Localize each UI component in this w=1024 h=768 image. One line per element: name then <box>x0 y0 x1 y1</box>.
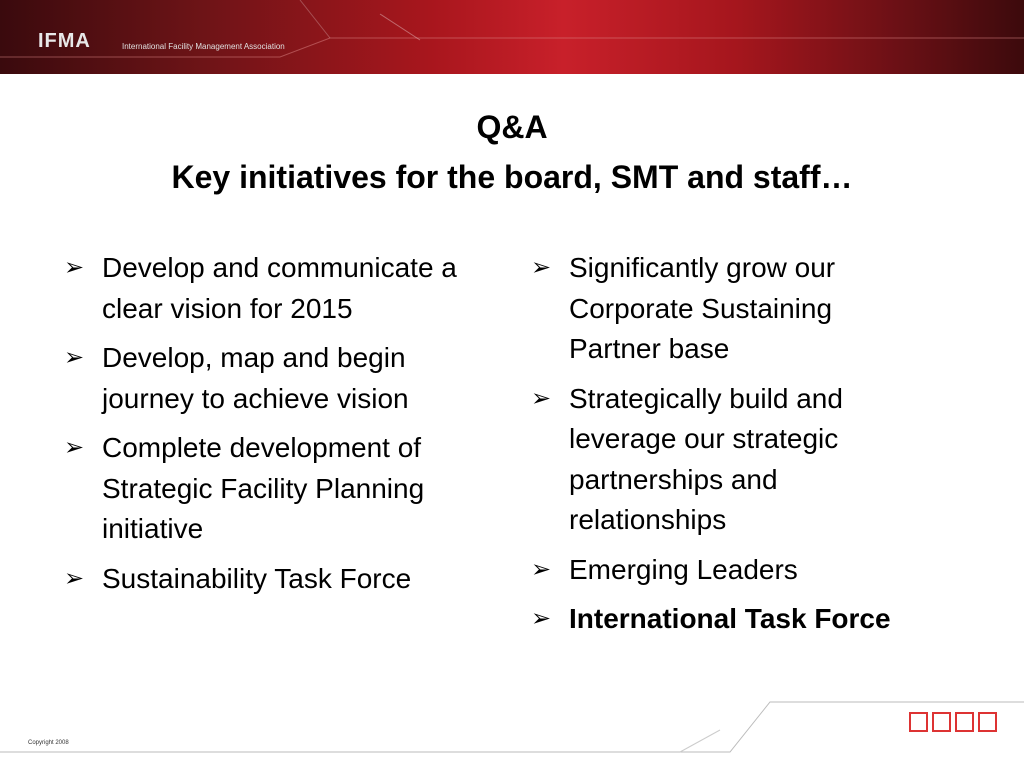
banner-decoration <box>0 0 1024 74</box>
header-banner <box>0 0 1024 74</box>
footer-decoration <box>0 660 1024 768</box>
slide-title: Q&A <box>476 109 548 145</box>
arrow-bullet-icon: ➢ <box>531 605 552 632</box>
arrow-bullet-icon: ➢ <box>64 564 85 592</box>
header-tagline: International Facility Management Association <box>122 42 285 51</box>
arrow-bullet-icon: ➢ <box>64 344 85 371</box>
list-item: ➢ Complete development of Strategic Facility Planning initiative <box>60 428 500 550</box>
list-item: ➢ Strategically build and leverage our strategic partnerships and relationships <box>527 379 927 541</box>
decorative-box <box>909 712 928 732</box>
arrow-bullet-icon: ➢ <box>531 555 552 583</box>
arrow-bullet-icon: ➢ <box>64 254 85 281</box>
list-item: ➢ Develop and communicate a clear vision for 2015 <box>60 248 500 329</box>
list-item: ➢ Sustainability Task Force <box>60 559 500 600</box>
copyright-text: Copyright 2008 <box>28 740 69 746</box>
left-bullet-list <box>60 248 500 608</box>
list-item: ➢ Significantly grow our Corporate Sustaining Partner base <box>527 248 927 370</box>
ifma-logo: IFMA <box>38 30 91 52</box>
list-item: ➢ Develop, map and begin journey to achieve vision <box>60 338 500 419</box>
decorative-box <box>978 712 997 732</box>
decorative-box <box>955 712 974 732</box>
decorative-box <box>932 712 951 732</box>
right-bullet-list <box>527 248 927 649</box>
arrow-bullet-icon: ➢ <box>531 254 552 281</box>
list-item: ➢ International Task Force <box>527 599 927 640</box>
list-item: ➢ Emerging Leaders <box>527 550 927 591</box>
footer-boxes <box>909 712 997 732</box>
arrow-bullet-icon: ➢ <box>64 434 85 461</box>
arrow-bullet-icon: ➢ <box>531 384 552 412</box>
slide-subtitle: Key initiatives for the board, SMT and staff… <box>171 159 853 195</box>
